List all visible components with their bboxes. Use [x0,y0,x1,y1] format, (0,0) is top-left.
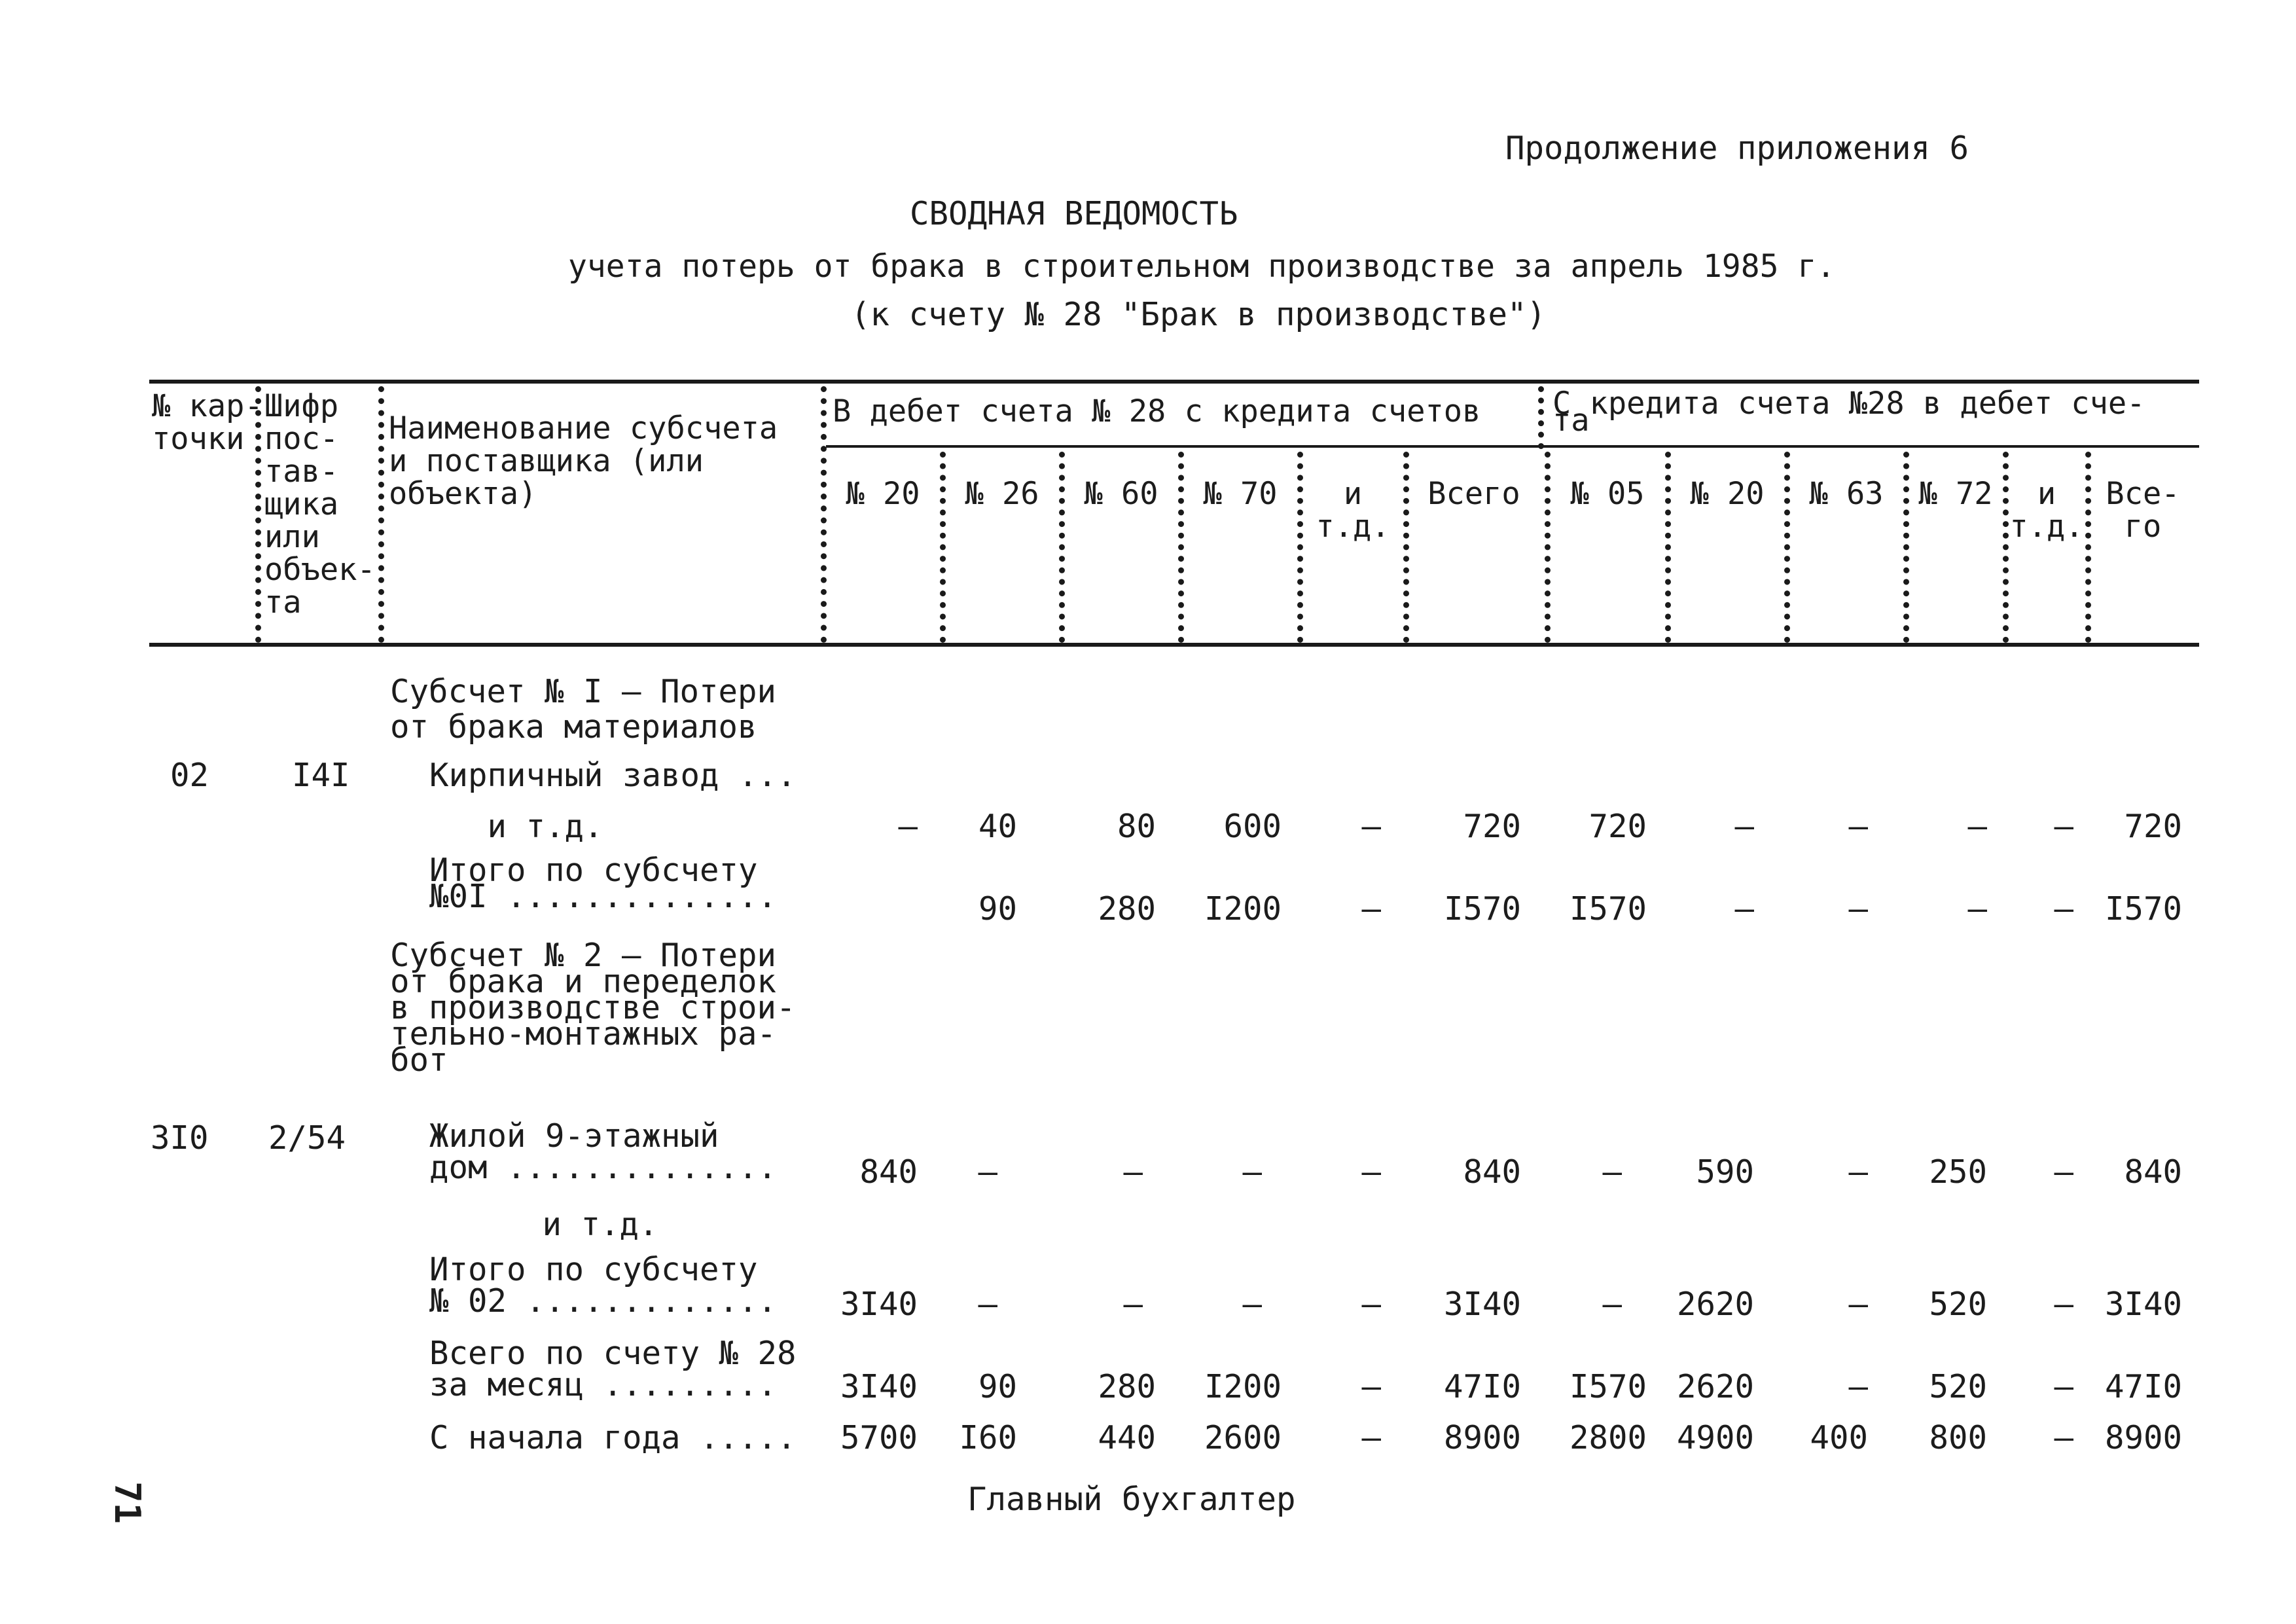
cell-debit-etc: – [1361,808,1381,845]
row-name: и т.д. [429,808,603,845]
table-top-rule [149,380,2199,384]
col-header-credit-total: Все- го [2106,476,2180,545]
col-header-name: Наименование субсчета и поставщика (или объекта) [389,410,778,512]
col-header-debit-etc: и т.д. [1316,476,1390,545]
cell-debit-60: 280 [1098,890,1156,928]
continuation-note: Продолжение приложения 6 [1505,130,1969,167]
cell-debit-total: 3I40 [1443,1286,1521,1323]
col-separator [1538,386,1544,449]
cell-debit-26: 90 [978,890,1017,928]
cell-debit-total: 840 [1463,1153,1521,1191]
table-group-rule [826,445,2199,448]
signature-label: Главный бухгалтер [967,1481,1296,1518]
cell-debit-70: I200 [1204,890,1282,928]
col-header-code: Шифр пос- тав- щика или объек- та [264,388,376,621]
object-code: 2/54 [268,1119,346,1157]
cell-debit-70: – [1242,1286,1262,1323]
col-header-credit-etc: и т.д. [2009,476,2084,545]
card-number: 02 [170,757,209,794]
cell-credit-20: 590 [1696,1153,1754,1191]
col-separator [821,386,827,643]
cell-credit-05: 720 [1588,808,1647,845]
cell-debit-26: 40 [978,808,1017,845]
col-header-credit-63: № 63 [1809,476,1884,512]
cell-credit-72: 800 [1929,1419,1987,1456]
cell-debit-total: I570 [1443,890,1521,928]
cell-credit-etc: – [2054,1153,2073,1191]
col-header-debit-total: Всего [1427,476,1520,512]
cell-debit-26: 90 [978,1368,1017,1405]
cell-credit-etc: – [2054,808,2073,845]
cell-debit-26: I60 [959,1419,1017,1456]
cell-debit-etc: – [1361,1419,1381,1456]
cell-debit-70: I200 [1204,1368,1282,1405]
cell-credit-72: – [1967,808,1987,845]
cell-credit-63: – [1848,1368,1868,1405]
document-subtitle: учета потерь от брака в строительном производстве за апрель 1985 г. [568,248,1836,285]
row-name: Итого по субсчету №0I .............. [429,852,778,915]
cell-credit-20: 2620 [1676,1286,1754,1323]
cell-debit-etc: – [1361,1286,1381,1323]
table-header-bottom-rule [149,643,2199,647]
cell-credit-05: 2800 [1569,1419,1647,1456]
document-subtitle-account: (к счету № 28 "Брак в производстве") [851,296,1547,333]
cell-credit-72: – [1967,890,1987,928]
cell-credit-72: 520 [1929,1286,1987,1323]
cell-debit-60: – [1123,1153,1143,1191]
col-header-credit-05: № 05 [1570,476,1645,512]
cell-debit-total: 8900 [1443,1419,1521,1456]
cell-credit-total: 8900 [2104,1419,2182,1456]
cell-credit-total: 47I0 [2104,1368,2182,1405]
col-separator [378,386,384,643]
cell-debit-20: – [898,808,918,845]
cell-debit-70: 600 [1223,808,1282,845]
cell-credit-63: 400 [1810,1419,1868,1456]
cell-debit-70: 2600 [1204,1419,1282,1456]
cell-credit-05: I570 [1569,1368,1647,1405]
subaccount-heading-1: Субсчет № I – Потери от брака материалов [390,673,777,746]
cell-debit-etc: – [1361,1153,1381,1191]
row-name: Жилой 9-этажный дом .............. [429,1117,778,1186]
col-header-debit-60: № 60 [1084,476,1158,512]
cell-credit-20: – [1734,890,1754,928]
subaccount-heading-2: Субсчет № 2 – Потери от брака и переделок в производстве строи- тельно-монтажных ра- бот [390,937,796,1079]
row-name: С начала года ..... [429,1419,797,1456]
cell-debit-20: 3I40 [840,1368,918,1405]
cell-debit-60: 80 [1117,808,1156,845]
cell-debit-60: – [1123,1286,1143,1323]
cell-debit-60: 280 [1098,1368,1156,1405]
col-header-credit-group: С кредита счета №28 в дебет сче- та [1552,386,2145,439]
cell-credit-20: 4900 [1676,1419,1754,1456]
cell-debit-20: 3I40 [840,1286,918,1323]
row-name: Итого по субсчету № 02 ............. [429,1251,778,1320]
cell-debit-total: 720 [1463,808,1521,845]
cell-credit-63: – [1848,890,1868,928]
row-name: Кирпичный завод ... [429,757,797,794]
cell-credit-total: 3I40 [2104,1286,2182,1323]
col-header-debit-group: В дебет счета № 28 с кредита счетов [833,393,1481,429]
cell-credit-total: 840 [2124,1153,2182,1191]
cell-credit-63: – [1848,808,1868,845]
col-header-debit-70: № 70 [1203,476,1278,512]
cell-credit-20: 2620 [1676,1368,1754,1405]
supplier-code: I4I [292,757,350,794]
card-number: 3I0 [151,1119,209,1157]
col-header-card: № кар- точки [152,388,263,457]
page-number: 71 [107,1481,149,1525]
row-name: и т.д. [484,1206,658,1243]
cell-credit-total: I570 [2104,890,2182,928]
cell-debit-20: 5700 [840,1419,918,1456]
col-header-debit-20: № 20 [846,476,920,512]
cell-credit-etc: – [2054,1286,2073,1323]
cell-credit-63: – [1848,1286,1868,1323]
cell-credit-etc: – [2054,1368,2073,1405]
cell-credit-20: – [1734,808,1754,845]
cell-debit-70: – [1242,1153,1262,1191]
cell-debit-total: 47I0 [1443,1368,1521,1405]
cell-debit-26: – [978,1153,997,1191]
col-header-debit-26: № 26 [965,476,1039,512]
cell-credit-05: – [1602,1286,1622,1323]
cell-debit-etc: – [1361,1368,1381,1405]
cell-credit-05: I570 [1569,890,1647,928]
cell-credit-05: – [1602,1153,1622,1191]
col-header-credit-20: № 20 [1690,476,1765,512]
cell-credit-72: 250 [1929,1153,1987,1191]
cell-credit-72: 520 [1929,1368,1987,1405]
cell-debit-20: 840 [859,1153,918,1191]
cell-credit-etc: – [2054,890,2073,928]
cell-debit-etc: – [1361,890,1381,928]
cell-credit-total: 720 [2124,808,2182,845]
cell-credit-63: – [1848,1153,1868,1191]
cell-credit-etc: – [2054,1419,2073,1456]
cell-debit-26: – [978,1286,997,1323]
col-header-credit-72: № 72 [1918,476,1993,512]
cell-debit-60: 440 [1098,1419,1156,1456]
row-name: Всего по счету № 28 за месяц ......... [429,1335,797,1403]
document-title: СВОДНАЯ ВЕДОМОСТЬ [910,195,1238,232]
